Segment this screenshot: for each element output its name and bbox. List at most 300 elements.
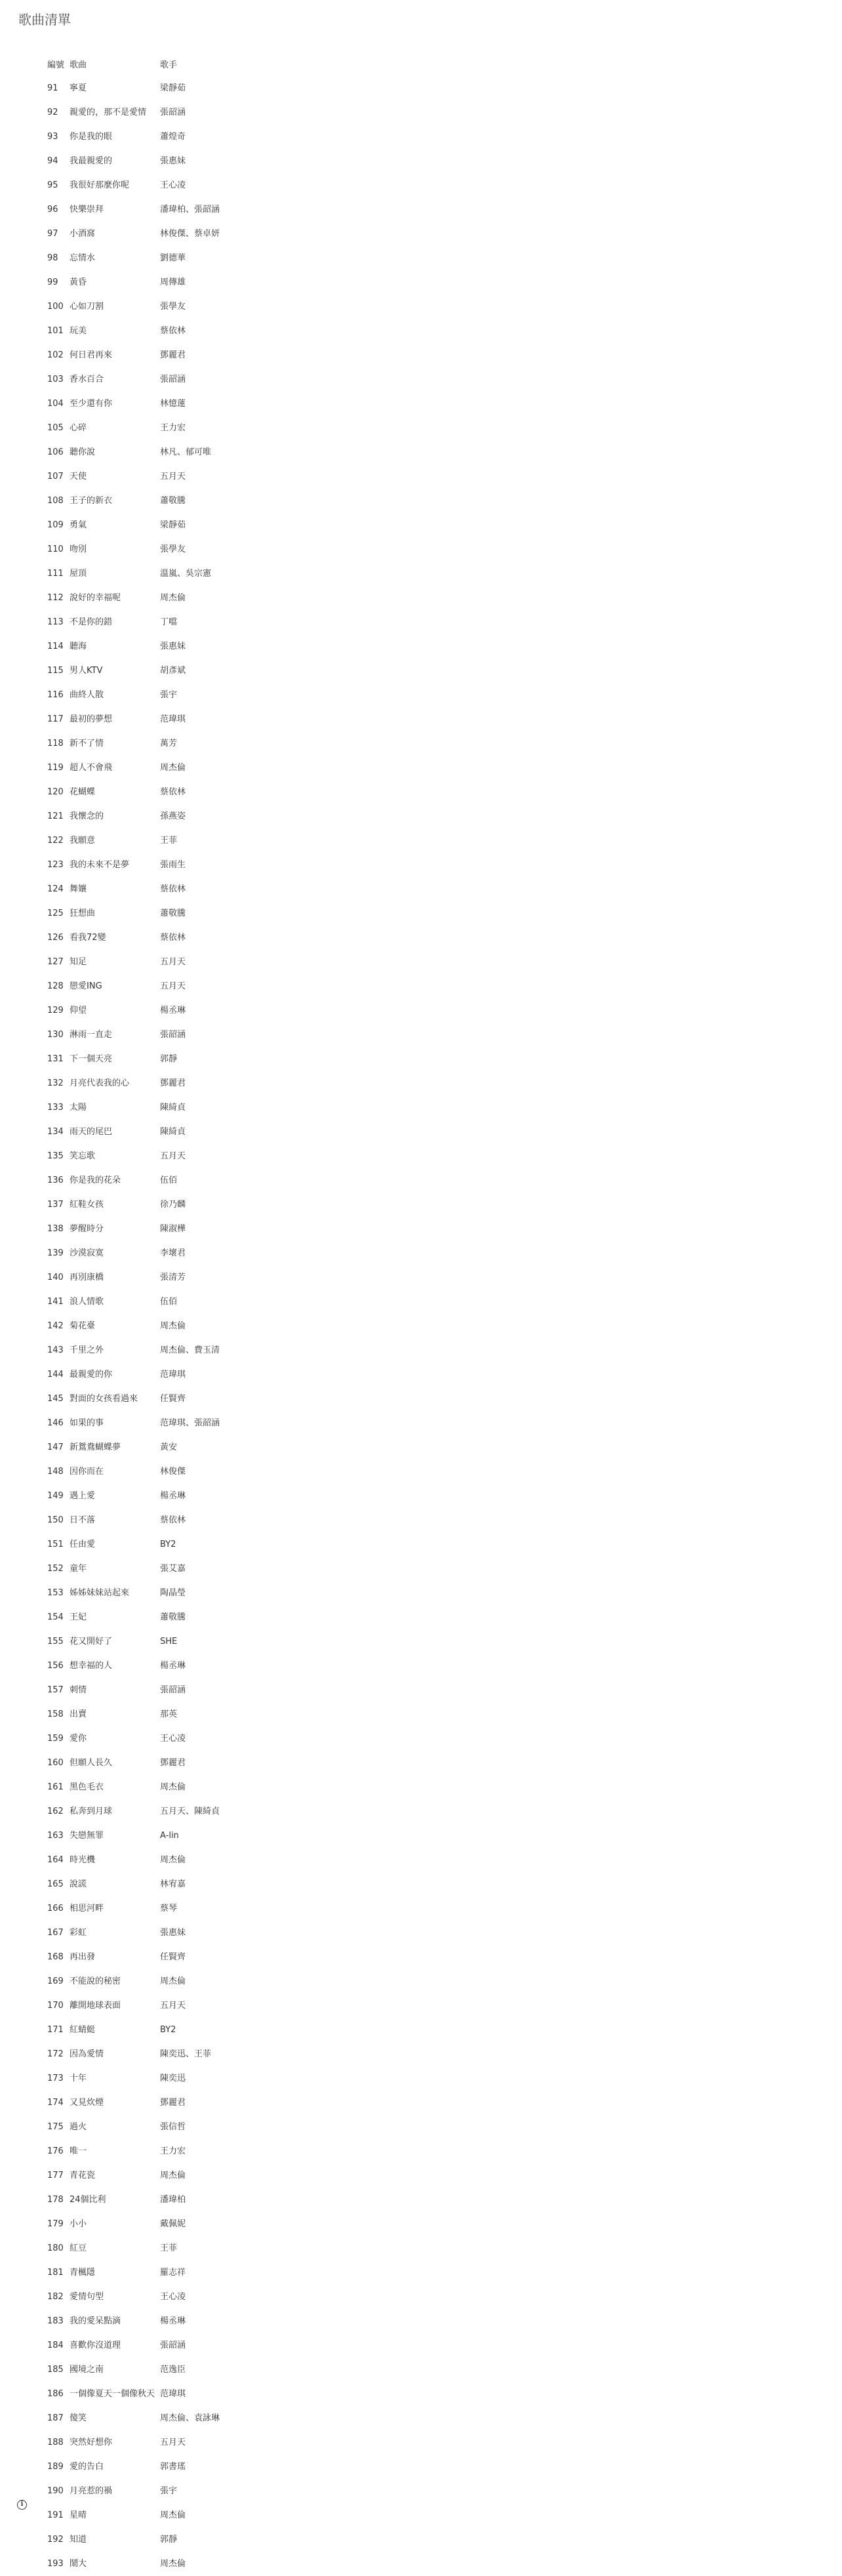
song-artist: 羅志祥 xyxy=(160,2268,186,2278)
song-number: 180 xyxy=(47,2243,64,2253)
song-number: 148 xyxy=(47,1467,64,1477)
song-number: 184 xyxy=(47,2341,64,2350)
song-title: 聽海 xyxy=(70,642,87,651)
table-row xyxy=(47,804,220,828)
table-row xyxy=(47,513,220,537)
song-title: 親愛的，那不是愛情 xyxy=(70,108,147,117)
song-artist: 孫燕姿 xyxy=(160,811,186,821)
song-artist: 王力宏 xyxy=(160,423,186,433)
song-number: 182 xyxy=(47,2292,64,2302)
table-row xyxy=(47,1654,220,1678)
song-artist: 范瑋琪 xyxy=(160,2389,186,2399)
song-artist: 張韶涵 xyxy=(160,1685,186,1695)
song-title: 突然好想你 xyxy=(70,2438,113,2447)
song-artist: 任賢齊 xyxy=(160,1394,186,1404)
song-number: 121 xyxy=(47,811,64,821)
song-title: 狂想曲 xyxy=(70,909,96,918)
song-artist: 周杰倫 xyxy=(160,2171,186,2180)
song-title: 新不了情 xyxy=(70,739,104,748)
song-artist: 胡彥斌 xyxy=(160,666,186,676)
song-title: 知道 xyxy=(70,2535,87,2545)
song-title: 青楓隱 xyxy=(70,2268,96,2278)
song-number: 155 xyxy=(47,1637,64,1646)
song-title: 香水百合 xyxy=(70,375,104,384)
song-number: 100 xyxy=(47,302,64,312)
song-artist: 楊丞琳 xyxy=(160,1661,186,1671)
page-title: 歌曲清單 xyxy=(18,12,71,28)
table-row xyxy=(47,2479,220,2503)
song-artist: 五月天 xyxy=(160,2438,186,2447)
song-artist: 張艾嘉 xyxy=(160,1564,186,1574)
song-artist: 陳綺貞 xyxy=(160,1103,186,1113)
song-artist: 陳淑樺 xyxy=(160,1224,186,1234)
song-title: 不能說的秘密 xyxy=(70,1976,121,1986)
song-number: 92 xyxy=(47,108,58,117)
song-number: 168 xyxy=(47,1952,64,1962)
table-row xyxy=(47,828,220,853)
song-number: 102 xyxy=(47,350,64,360)
table-row xyxy=(47,1702,220,1727)
song-number: 134 xyxy=(47,1127,64,1137)
table-row xyxy=(47,2188,220,2212)
table-row xyxy=(47,100,220,125)
song-number: 183 xyxy=(47,2316,64,2326)
song-number: 150 xyxy=(47,1515,64,1525)
song-title: 男人KTV xyxy=(70,666,103,676)
song-title: 一個像夏天一個像秋天 xyxy=(70,2389,155,2399)
song-title: 愛情句型 xyxy=(70,2292,104,2302)
song-artist: 五月天、陳綺貞 xyxy=(160,1807,220,1816)
song-artist: 張學友 xyxy=(160,544,186,554)
table-header-row xyxy=(47,55,220,76)
song-title: 最初的夢想 xyxy=(70,714,113,724)
song-artist: 五月天 xyxy=(160,957,186,967)
song-artist: 蕭敬騰 xyxy=(160,1612,186,1622)
song-title: 寧夏 xyxy=(70,83,87,93)
song-title: 紅蜻蜓 xyxy=(70,2025,96,2035)
song-title: 刺情 xyxy=(70,1685,87,1695)
table-row xyxy=(47,1751,220,1775)
table-row xyxy=(47,756,220,780)
song-artist: 蕭敬騰 xyxy=(160,909,186,918)
song-title: 屋頂 xyxy=(70,569,87,579)
song-number: 112 xyxy=(47,593,64,603)
song-artist: 周杰倫 xyxy=(160,1976,186,1986)
song-number: 93 xyxy=(47,132,58,142)
song-number: 116 xyxy=(47,690,64,700)
song-artist: 蕭煌奇 xyxy=(160,132,186,142)
song-title: 十年 xyxy=(70,2074,87,2083)
song-number: 181 xyxy=(47,2268,64,2278)
table-row xyxy=(47,1532,220,1557)
table-row xyxy=(47,1144,220,1168)
table-row xyxy=(47,246,220,270)
song-artist: A-lin xyxy=(160,1831,179,1841)
table-row xyxy=(47,2260,220,2285)
table-row xyxy=(47,683,220,707)
song-number: 172 xyxy=(47,2049,64,2059)
table-row xyxy=(47,1071,220,1095)
table-row xyxy=(47,780,220,804)
song-number: 175 xyxy=(47,2122,64,2132)
table-row xyxy=(47,2455,220,2479)
song-title: 吻別 xyxy=(70,544,87,554)
song-title: 何日君再來 xyxy=(70,350,113,360)
song-number: 135 xyxy=(47,1151,64,1161)
song-artist: 張清芳 xyxy=(160,1273,186,1282)
song-artist: 潘瑋柏、張韶涵 xyxy=(160,205,220,215)
song-number: 193 xyxy=(47,2559,64,2569)
song-title: 心碎 xyxy=(70,423,87,433)
song-title: 你是我的眼 xyxy=(70,132,113,142)
table-row xyxy=(47,1605,220,1629)
table-row xyxy=(47,2285,220,2309)
song-number: 117 xyxy=(47,714,64,724)
song-title: 月亮惹的禍 xyxy=(70,2486,113,2496)
song-artist: BY2 xyxy=(160,1540,176,1549)
song-number: 137 xyxy=(47,1200,64,1210)
table-row xyxy=(47,1775,220,1799)
table-row xyxy=(47,1557,220,1581)
table-row xyxy=(47,1193,220,1217)
song-title: 想幸福的人 xyxy=(70,1661,113,1671)
song-number: 162 xyxy=(47,1807,64,1816)
table-row xyxy=(47,1508,220,1532)
song-artist: 張韶涵 xyxy=(160,1030,186,1040)
song-artist: 周傳雄 xyxy=(160,277,186,287)
song-artist: 黃安 xyxy=(160,1442,178,1452)
song-title: 但願人長久 xyxy=(70,1758,113,1768)
song-artist: 鄧麗君 xyxy=(160,1758,186,1768)
song-number: 141 xyxy=(47,1297,64,1307)
song-title: 黃昏 xyxy=(70,277,87,287)
song-title: 淋雨一直走 xyxy=(70,1030,113,1040)
table-row xyxy=(47,974,220,998)
song-title: 我願意 xyxy=(70,836,96,846)
song-number: 154 xyxy=(47,1612,64,1622)
song-number: 126 xyxy=(47,933,64,943)
song-number: 103 xyxy=(47,375,64,384)
song-artist: 林憶蓮 xyxy=(160,399,186,409)
table-row xyxy=(47,2382,220,2406)
song-artist: 周杰倫 xyxy=(160,1321,186,1331)
column-header-artist: 歌手 xyxy=(160,60,178,70)
table-row xyxy=(47,2139,220,2163)
song-title: 說謊 xyxy=(70,1879,87,1889)
song-artist: 蔡依林 xyxy=(160,1515,186,1525)
info-icon[interactable]: i xyxy=(17,2500,27,2510)
song-artist: 劉德華 xyxy=(160,253,186,263)
song-artist: 范瑋琪 xyxy=(160,714,186,724)
song-title: 曲終人散 xyxy=(70,690,104,700)
song-artist: 張韶涵 xyxy=(160,2341,186,2350)
song-number: 98 xyxy=(47,253,58,263)
song-number: 111 xyxy=(47,569,64,579)
song-artist: 戴佩妮 xyxy=(160,2219,186,2229)
table-row xyxy=(47,1241,220,1265)
song-title: 最親愛的你 xyxy=(70,1370,113,1380)
song-title: 遇上愛 xyxy=(70,1491,96,1501)
song-artist: 張韶涵 xyxy=(160,108,186,117)
song-number: 132 xyxy=(47,1078,64,1088)
song-title: 沙漠寂寞 xyxy=(70,1248,104,1258)
song-artist: 張惠妹 xyxy=(160,1928,186,1938)
song-title: 不是你的錯 xyxy=(70,617,113,627)
song-title: 玩美 xyxy=(70,326,87,336)
song-artist: 楊丞琳 xyxy=(160,1491,186,1501)
song-title: 任由愛 xyxy=(70,1540,96,1549)
song-artist: 五月天 xyxy=(160,1151,186,1161)
table-row xyxy=(47,1921,220,1945)
song-artist: 蔡依林 xyxy=(160,933,186,943)
song-artist: 周杰倫 xyxy=(160,593,186,603)
song-number: 110 xyxy=(47,544,64,554)
song-title: 私奔到月球 xyxy=(70,1807,113,1816)
song-title: 過火 xyxy=(70,2122,87,2132)
song-title: 戀愛ING xyxy=(70,981,102,991)
song-title: 相思河畔 xyxy=(70,1904,104,1913)
table-row xyxy=(47,295,220,319)
song-artist: 林俊傑 xyxy=(160,1467,186,1477)
song-artist: 楊丞琳 xyxy=(160,2316,186,2326)
song-number: 130 xyxy=(47,1030,64,1040)
table-row xyxy=(47,1629,220,1654)
song-artist: 五月天 xyxy=(160,472,186,481)
song-number: 99 xyxy=(47,277,58,287)
song-number: 115 xyxy=(47,666,64,676)
song-title: 愛的告白 xyxy=(70,2462,104,2472)
song-number: 160 xyxy=(47,1758,64,1768)
song-title: 菊花臺 xyxy=(70,1321,96,1331)
song-title: 喜歡你沒道理 xyxy=(70,2341,121,2350)
song-artist: 周杰倫 xyxy=(160,1855,186,1865)
song-number: 107 xyxy=(47,472,64,481)
table-row xyxy=(47,610,220,634)
song-artist: SHE xyxy=(160,1637,178,1646)
song-artist: 陶晶瑩 xyxy=(160,1588,186,1598)
song-artist: 郭靜 xyxy=(160,1054,178,1064)
table-row xyxy=(47,1314,220,1338)
song-artist: 王心凌 xyxy=(160,2292,186,2302)
song-artist: 陳綺貞 xyxy=(160,1127,186,1137)
table-row xyxy=(47,1678,220,1702)
song-title: 花蝴蝶 xyxy=(70,787,96,797)
song-artist: 鄧麗君 xyxy=(160,350,186,360)
table-row xyxy=(47,1848,220,1872)
song-title: 星晴 xyxy=(70,2510,87,2520)
table-row xyxy=(47,416,220,440)
song-title: 小酒窩 xyxy=(70,229,96,239)
song-table xyxy=(47,55,220,2576)
song-title: 因為愛情 xyxy=(70,2049,104,2059)
song-title: 浪人情歌 xyxy=(70,1297,104,1307)
table-row xyxy=(47,1969,220,1993)
table-row xyxy=(47,707,220,731)
song-number: 159 xyxy=(47,1734,64,1744)
song-number: 101 xyxy=(47,326,64,336)
song-title: 我的未來不是夢 xyxy=(70,860,130,870)
table-row xyxy=(47,125,220,149)
song-number: 124 xyxy=(47,884,64,894)
song-title: 王子的新衣 xyxy=(70,496,113,506)
song-number: 125 xyxy=(47,909,64,918)
table-row xyxy=(47,1484,220,1508)
song-artist: 任賢齊 xyxy=(160,1952,186,1962)
song-artist: 范逸臣 xyxy=(160,2365,186,2375)
song-title: 如果的事 xyxy=(70,1418,104,1428)
song-title: 超人不會飛 xyxy=(70,763,113,773)
song-artist: 那英 xyxy=(160,1709,178,1719)
table-row xyxy=(47,1993,220,2018)
song-title: 對面的女孩看過來 xyxy=(70,1394,138,1404)
song-title: 紅豆 xyxy=(70,2243,87,2253)
song-title: 時光機 xyxy=(70,1855,96,1865)
song-number: 133 xyxy=(47,1103,64,1113)
table-row xyxy=(47,464,220,489)
song-number: 161 xyxy=(47,1782,64,1792)
song-title: 笑忘歌 xyxy=(70,1151,96,1161)
song-title: 國境之南 xyxy=(70,2365,104,2375)
song-title: 知足 xyxy=(70,957,87,967)
song-number: 108 xyxy=(47,496,64,506)
song-number: 153 xyxy=(47,1588,64,1598)
song-title: 花又開好了 xyxy=(70,1637,113,1646)
song-number: 95 xyxy=(47,180,58,190)
table-row xyxy=(47,2527,220,2552)
song-artist: 林俊傑、蔡卓妍 xyxy=(160,229,220,239)
song-number: 177 xyxy=(47,2171,64,2180)
song-number: 114 xyxy=(47,642,64,651)
song-number: 127 xyxy=(47,957,64,967)
table-row xyxy=(47,1896,220,1921)
song-number: 163 xyxy=(47,1831,64,1841)
song-title: 千里之外 xyxy=(70,1345,104,1355)
song-title: 新鴛鴦蝴蝶夢 xyxy=(70,1442,121,1452)
song-number: 190 xyxy=(47,2486,64,2496)
song-title: 童年 xyxy=(70,1564,87,1574)
song-artist: 林宥嘉 xyxy=(160,1879,186,1889)
song-number: 149 xyxy=(47,1491,64,1501)
song-artist: 周杰倫、費玉清 xyxy=(160,1345,220,1355)
song-number: 187 xyxy=(47,2413,64,2423)
song-number: 144 xyxy=(47,1370,64,1380)
song-title: 快樂崇拜 xyxy=(70,205,104,215)
song-artist: 王心凌 xyxy=(160,180,186,190)
song-artist: 王力宏 xyxy=(160,2146,186,2156)
song-artist: 郭靜 xyxy=(160,2535,178,2545)
song-title: 離開地球表面 xyxy=(70,2001,121,2011)
song-number: 136 xyxy=(47,1176,64,1185)
table-row xyxy=(47,367,220,392)
table-row xyxy=(47,2406,220,2430)
song-number: 139 xyxy=(47,1248,64,1258)
song-artist: 范瑋琪 xyxy=(160,1370,186,1380)
song-number: 158 xyxy=(47,1709,64,1719)
song-title: 青花瓷 xyxy=(70,2171,96,2180)
song-artist: 張學友 xyxy=(160,302,186,312)
song-number: 147 xyxy=(47,1442,64,1452)
table-row xyxy=(47,1872,220,1896)
song-title: 你是我的花朵 xyxy=(70,1176,121,1185)
table-row xyxy=(47,1290,220,1314)
song-artist: 周杰倫 xyxy=(160,2559,186,2569)
song-number: 189 xyxy=(47,2462,64,2472)
table-row xyxy=(47,2309,220,2333)
song-artist: 張惠妹 xyxy=(160,156,186,166)
song-artist: 林凡、郁可唯 xyxy=(160,447,212,457)
song-title: 傻笑 xyxy=(70,2413,87,2423)
table-row xyxy=(47,537,220,562)
table-row xyxy=(47,1047,220,1071)
table-row xyxy=(47,1945,220,1969)
song-title: 日不落 xyxy=(70,1515,96,1525)
table-row xyxy=(47,1168,220,1193)
song-title: 再別康橋 xyxy=(70,1273,104,1282)
song-title: 勇氣 xyxy=(70,520,87,530)
song-title: 姊姊妹妹站起來 xyxy=(70,1588,130,1598)
song-artist: 鄧麗君 xyxy=(160,1078,186,1088)
song-number: 142 xyxy=(47,1321,64,1331)
song-number: 105 xyxy=(47,423,64,433)
table-row xyxy=(47,1411,220,1435)
table-row xyxy=(47,76,220,100)
song-title: 再出發 xyxy=(70,1952,96,1962)
song-number: 188 xyxy=(47,2438,64,2447)
song-number: 176 xyxy=(47,2146,64,2156)
column-header-song: 歌曲 xyxy=(70,60,87,70)
song-number: 106 xyxy=(47,447,64,457)
table-row xyxy=(47,489,220,513)
table-row xyxy=(47,634,220,659)
song-number: 123 xyxy=(47,860,64,870)
song-artist: 蔡依林 xyxy=(160,326,186,336)
song-artist: 梁靜茹 xyxy=(160,83,186,93)
song-artist: 萬芳 xyxy=(160,739,178,748)
song-number: 128 xyxy=(47,981,64,991)
song-artist: 丁噹 xyxy=(160,617,178,627)
song-title: 紅鞋女孩 xyxy=(70,1200,104,1210)
table-row xyxy=(47,1338,220,1362)
song-artist: 周杰倫 xyxy=(160,763,186,773)
table-row xyxy=(47,998,220,1023)
song-artist: 張宇 xyxy=(160,690,178,700)
song-artist: 張韶涵 xyxy=(160,375,186,384)
table-row xyxy=(47,562,220,586)
song-number: 151 xyxy=(47,1540,64,1549)
song-artist: 張惠妹 xyxy=(160,642,186,651)
song-artist: 蔡依林 xyxy=(160,884,186,894)
song-artist: 王菲 xyxy=(160,836,178,846)
song-artist: 張信哲 xyxy=(160,2122,186,2132)
song-artist: 溫嵐、吳宗憲 xyxy=(160,569,212,579)
table-row xyxy=(47,2212,220,2236)
song-number: 113 xyxy=(47,617,64,627)
table-row xyxy=(47,926,220,950)
song-artist: BY2 xyxy=(160,2025,176,2035)
song-artist: 周杰倫 xyxy=(160,2510,186,2520)
song-artist: 楊丞琳 xyxy=(160,1006,186,1015)
song-title: 雨天的尾巴 xyxy=(70,1127,113,1137)
table-row xyxy=(47,1460,220,1484)
table-row xyxy=(47,659,220,683)
table-row xyxy=(47,173,220,197)
table-row xyxy=(47,1217,220,1241)
song-title: 夢醒時分 xyxy=(70,1224,104,1234)
song-number: 120 xyxy=(47,787,64,797)
song-number: 138 xyxy=(47,1224,64,1234)
song-artist: 王菲 xyxy=(160,2243,178,2253)
song-title: 太陽 xyxy=(70,1103,87,1113)
